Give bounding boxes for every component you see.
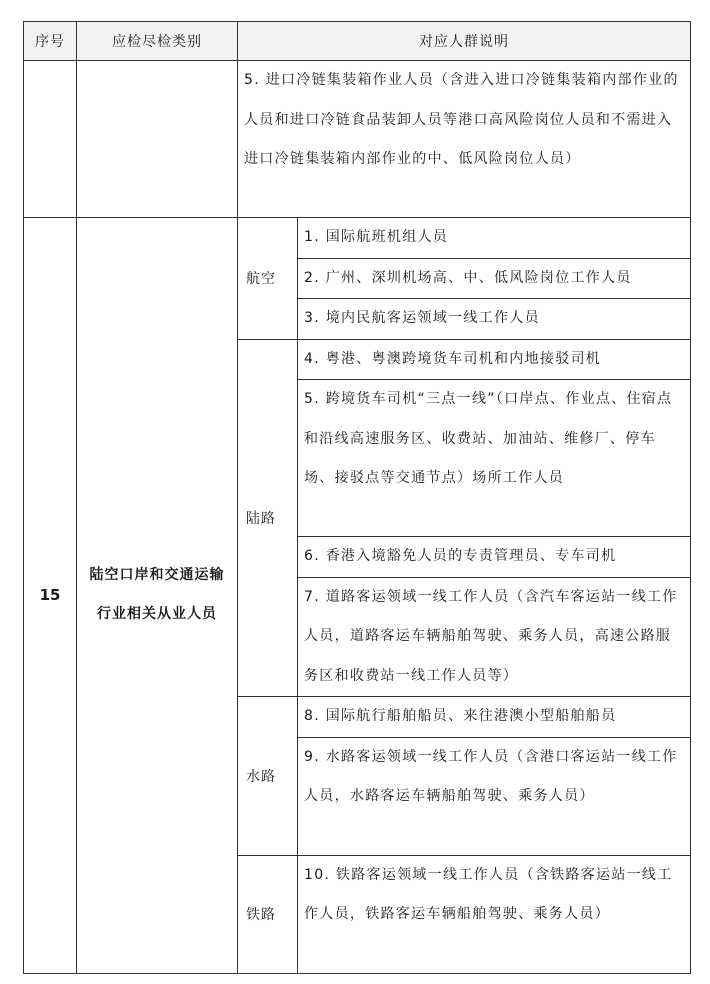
cell-seq-empty xyxy=(24,61,77,218)
cell-mode-rail: 铁路 xyxy=(238,855,298,973)
cell-item: 8. 国际航行船舶船员、来往港澳小型船舶船员 xyxy=(298,697,691,738)
header-seq: 序号 xyxy=(24,22,77,61)
cell-item: 10. 铁路客运领域一线工作人员（含铁路客运站一线工作人员，铁路客运车辆船舶驾驶、乘务人员） xyxy=(298,855,691,973)
header-row xyxy=(24,22,691,61)
cell-item: 6. 香港入境豁免人员的专责管理员、专车司机 xyxy=(298,537,691,578)
cell-mode-air: 航空 xyxy=(238,218,298,340)
cell-item: 5. 跨境货车司机“三点一线”（口岸点、作业点、住宿点和沿线高速服务区、收费站、加油站、维修厂、停车场、接驳点等交通节点）场所工作人员 xyxy=(298,380,691,537)
cell-mode-land: 陆路 xyxy=(238,339,298,697)
table-row xyxy=(24,218,691,259)
header-description: 对应人群说明 xyxy=(238,22,691,61)
cell-item: 3. 境内民航客运领域一线工作人员 xyxy=(298,299,691,340)
cell-item: 4. 粤港、粤澳跨境货车司机和内地接驳司机 xyxy=(298,339,691,380)
cell-item: 9. 水路客运领域一线工作人员（含港口客运站一线工作人员，水路客运车辆船舶驾驶、乘务人员） xyxy=(298,737,691,855)
cell-item: 7. 道路客运领域一线工作人员（含汽车客运站一线工作人员，道路客运车辆船舶驾驶、乘务人员，高速公路服务区和收费站一线工作人员等） xyxy=(298,577,691,697)
testing-categories-table xyxy=(23,21,691,974)
table-row-continued xyxy=(24,61,691,218)
cell-item: 2. 广州、深圳机场高、中、低风险岗位工作人员 xyxy=(298,258,691,299)
cell-seq: 15 xyxy=(24,218,77,974)
cell-category-empty xyxy=(77,61,238,218)
cell-description: 5. 进口冷链集装箱作业人员（含进入进口冷链集装箱内部作业的人员和进口冷链食品装卸人员等港口高风险岗位人员和不需进入进口冷链集装箱内部作业的中、低风险岗位人员） xyxy=(238,61,691,218)
cell-mode-water: 水路 xyxy=(238,697,298,856)
header-category: 应检尽检类别 xyxy=(77,22,238,61)
cell-item: 1. 国际航班机组人员 xyxy=(298,218,691,259)
cell-category: 陆空口岸和交通运输行业相关从业人员 xyxy=(77,218,238,974)
